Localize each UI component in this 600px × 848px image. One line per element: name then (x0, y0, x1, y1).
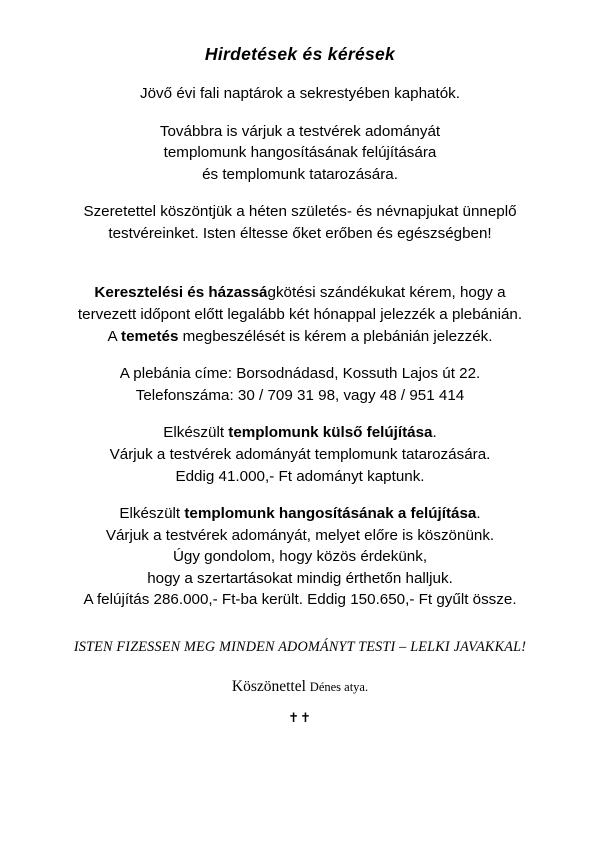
paragraph-span-bold: templomunk hangosításának a felújítása (184, 505, 477, 523)
paragraph-span: . (476, 505, 481, 523)
paragraph-line: templomunk hangosításának felújítására (163, 144, 437, 162)
paragraph-span: Elkészült (163, 424, 229, 442)
paragraph-line: A plebánia címe: Borsodnádasd, Kossuth Lajos út 22. (119, 365, 481, 383)
paragraph-span: gkötési szándékukat kérem, hogy a (267, 284, 506, 302)
paragraph-span: megbeszélését is kérem a plebánián jelezzék. (178, 327, 493, 345)
paragraph-contact (30, 363, 570, 406)
paragraph-span-bold: Keresztelési és házassá (94, 284, 268, 302)
cross-symbol-icon: ✝✝ (288, 709, 312, 725)
signature (30, 678, 570, 696)
paragraph-baptism-marriage (30, 282, 570, 347)
paragraph-line (30, 326, 570, 348)
paragraph-sound-renovation (30, 503, 570, 611)
section-spacer (30, 260, 570, 282)
paragraph-line: Úgy gondolom, hogy közös érdekünk, (172, 548, 428, 566)
paragraph-line: és templomunk tatarozására. (202, 165, 398, 183)
paragraph-line: Telefonszáma: 30 / 709 31 98, vagy 48 / 951 414 (135, 386, 465, 404)
paragraph-line: Szeretettel köszöntjük a héten születés- és névnapjukat ünneplő (83, 203, 517, 221)
paragraph-line (30, 422, 570, 444)
paragraph-line (30, 503, 570, 525)
paragraph-line: hogy a szertartásokat mindig érthetőn halljuk. (147, 569, 453, 587)
paragraph-line: Továbbra is várjuk a testvérek adományát (159, 122, 441, 140)
section-spacer (30, 627, 570, 639)
paragraph-span-bold: templomunk külső felújítása (228, 424, 433, 442)
paragraph-greetings (30, 201, 570, 244)
paragraph-donations (30, 121, 570, 186)
paragraph-span: A (107, 327, 122, 345)
paragraph-line: A felújítás 286.000,- Ft-ba került. Eddig 150.650,- Ft gyűlt össze. (83, 591, 517, 609)
paragraph-span: . (432, 424, 437, 442)
blessing-line: ISTEN FIZESSEN MEG MINDEN ADOMÁNYT TESTI – LELKI JAVAKKAL! (73, 638, 527, 655)
signature-closing: Köszönettel (231, 677, 306, 695)
paragraph-span-bold: temetés (121, 327, 179, 345)
paragraph-line (30, 282, 570, 304)
signature-name: Dénes atya. (309, 679, 369, 694)
paragraph-line: tervezett időpont előtt legalább két hónappal jelezzék a plebánián. (77, 306, 523, 324)
page-title: Hirdetések és kérések (204, 44, 396, 64)
paragraph-line: Várjuk a testvérek adományát templomunk tatarozására. (109, 445, 491, 463)
paragraph-span: Elkészült (119, 505, 185, 523)
paragraph-exterior-renovation (30, 422, 570, 487)
paragraph-line: testvéreinket. Isten éltesse őket erőben és egészségben! (108, 224, 492, 242)
paragraph-calendars (30, 83, 570, 105)
paragraph-line: Várjuk a testvérek adományát, melyet előre is köszönünk. (105, 526, 495, 544)
paragraph-line: Jövő évi fali naptárok a sekrestyében kaphatók. (140, 85, 460, 102)
paragraph-line: Eddig 41.000,- Ft adományt kaptunk. (175, 467, 425, 485)
